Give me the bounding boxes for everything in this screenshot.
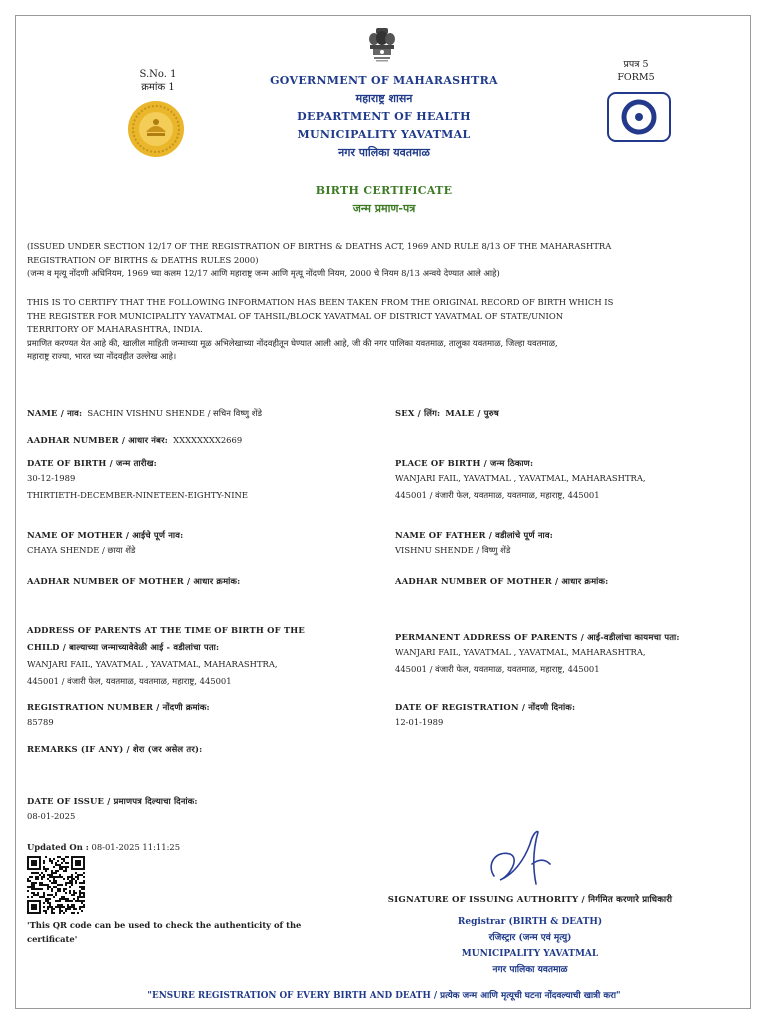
issued-under-text [27,240,742,281]
department-title: DEPARTMENT OF HEALTH [297,110,471,123]
form-number [604,58,668,84]
municipality-title-mr: नगर पालिका यवतमाळ [338,146,430,159]
issue-date-field [27,794,377,825]
aadhar-value: XXXXXXXX2669 [173,435,243,445]
mother-label: NAME OF MOTHER / आईचे पूर्ण नाव: [27,530,184,540]
father-label: NAME OF FATHER / वडीलांचे पूर्ण नाव: [395,530,554,540]
maharashtra-seal-icon [127,100,185,158]
signature-label: SIGNATURE OF ISSUING AUTHORITY / निर्गमित करणारे प्राधिकारी [387,895,673,905]
issued-line-2: REGISTRATION OF BIRTHS & DEATHS RULES 2000) [27,254,259,265]
authority-block [400,914,660,978]
pob-field [395,456,735,504]
mother-value: CHAYA SHENDE / छाया शेंडे [27,545,136,555]
national-emblem-icon [364,26,400,66]
footer-slogan: "ENSURE REGISTRATION OF EVERY BIRTH AND DEATH / प्रत्येक जन्म आणि मृत्यूची घटना नोंदवल्याची खात्री करा" [147,991,621,1001]
aadhar-field [27,428,377,447]
mother-aadhar-label-2: AADHAR NUMBER OF MOTHER / आधार क्रमांक: [395,576,609,586]
name-value: SACHIN VISHNU SHENDE / सचिन विष्णु शेंडे [87,408,262,418]
serial-mr: क्रमांक 1 [141,82,175,93]
certify-line-1: THIS IS TO CERTIFY THAT THE FOLLOWING INFORMATION HAS BEEN TAKEN FROM THE ORIGINAL RECORD OF BIRTH WHICH IS [27,297,614,307]
authority-municipality-mr: नगर पालिका यवतमाळ [492,965,568,975]
remarks-label: REMARKS (IF ANY) / शेरा (जर असेल तर): [27,744,203,754]
title-mr: जन्म प्रमाण-पत्र [352,202,416,215]
serial-en: S.No. 1 [139,69,177,80]
municipality-title-en: MUNICIPALITY YAVATMAL [297,128,471,141]
birth-address-label-1: ADDRESS OF PARENTS AT THE TIME OF BIRTH OF THE [27,625,305,635]
birth-address-field [27,622,377,690]
sex-label: SEX / लिंग: [395,408,441,418]
remarks-field [27,744,377,755]
name-label: NAME / नाव: [27,408,83,418]
registration-number-label: REGISTRATION NUMBER / नोंदणी क्रमांक: [27,702,210,712]
birth-address-line-1: WANJARI FAIL, YAVATMAL , YAVATMAL, MAHARASHTRA, [27,659,278,669]
aadhar-label: AADHAR NUMBER / आधार नंबर: [27,435,169,445]
issue-date-value: 08-01-2025 [27,811,76,821]
pob-line-2: 445001 / वंजारी फेल, यवतमाळ, यवतमाळ, महाराष्ट्र, 445001 [395,490,600,500]
issued-line-3: (जन्म व मृत्यू नोंदणी अधिनियम, 1969 च्या कलम 12/17 आणि महाराष्ट्र जन्म आणि मृत्यू नोंदणी नियम, 2000 चे नियम 8/13 अन्वये देण्यात आले आहे) [27,268,500,278]
issue-date-label: DATE OF ISSUE / प्रमाणपत्र दिल्याचा दिनांक: [27,796,198,806]
dob-words: THIRTIETH-DECEMBER-NINETEEN-EIGHTY-NINE [27,490,248,500]
mother-aadhar-label: AADHAR NUMBER OF MOTHER / आधार क्रमांक: [27,576,241,586]
certify-line-2: THE REGISTER FOR MUNICIPALITY YAVATMAL OF TAHSIL/BLOCK YAVATMAL OF DISTRICT YAVATMAL OF STATE/UNION [27,310,564,321]
registration-date-label: DATE OF REGISTRATION / नोंदणी दिनांक: [395,702,576,712]
permanent-address-field [395,630,740,678]
mother-field [27,528,377,559]
registrar-mr: रजिस्ट्रार (जन्म एवं मृत्यु) [488,933,572,943]
pob-line-1: WANJARI FAIL, YAVATMAL , YAVATMAL, MAHARASHTRA, [395,473,646,483]
mother-aadhar-field [27,576,377,587]
sex-field [395,401,735,420]
father-value: VISHNU SHENDE / विष्णु शेंडे [395,545,511,555]
certify-line-3: TERRITORY OF MAHARASHTRA, INDIA. [27,324,203,334]
birth-address-label-2: CHILD / बाल्याच्या जन्माच्यावेवेळी आई - वडीलांचा पता: [27,642,220,652]
permanent-address-line-1: WANJARI FAIL, YAVATMAL , YAVATMAL, MAHARASHTRA, [395,647,646,657]
permanent-address-line-2: 445001 / वंजारी फेल, यवतमाळ, यवतमाळ, महाराष्ट्र, 445001 [395,664,600,674]
qr-code [27,856,85,914]
gov-title-mr: महाराष्ट्र शासन [355,92,413,105]
updated-on [27,842,287,852]
updated-value: 08-01-2025 11:11:25 [91,842,181,852]
certify-line-5: महाराष्ट्र राज्या, भारत च्या नोंदवहीत उल्लेख आहे। [27,351,177,361]
sex-value: MALE / पुरुष [445,408,499,418]
registrar-en: Registrar (BIRTH & DEATH) [457,917,603,927]
title-en: BIRTH CERTIFICATE [315,184,453,197]
mother-aadhar-field-2 [395,576,735,587]
dob-label: DATE OF BIRTH / जन्म तारीख: [27,458,157,468]
form-en: FORM5 [617,72,655,83]
crs-logo-icon [607,92,671,142]
name-field [27,401,377,420]
qr-note-line-2: certificate' [27,934,78,944]
certificate-border [15,15,751,1009]
permanent-address-label: PERMANENT ADDRESS OF PARENTS / आई-वडीलांचा कायमचा पता: [395,632,680,642]
registration-number-field [27,700,377,731]
signature [480,824,560,894]
authority-municipality-en: MUNICIPALITY YAVATMAL [461,949,599,959]
registration-date-value: 12-01-1989 [395,717,444,727]
serial-number [118,68,198,94]
father-field [395,528,735,559]
qr-note [27,918,337,946]
certify-text [27,296,742,364]
header [204,72,564,162]
certificate-title [234,182,534,218]
certify-line-4: प्रमाणित करण्यत येत आहे की, खालील माहिती जन्माच्या मूळ अभिलेखाच्या नोंदवहीतून घेण्यात आली आहे, जी की नगर पालिका यवतमाळ, तालुका यवतमाळ, जिल्हा यवतमाळ, [27,337,558,348]
issued-line-1: (ISSUED UNDER SECTION 12/17 OF THE REGISTRATION OF BIRTHS & DEATHS ACT, 1969 AND RULE 8/13 OF THE MAHARASHTRA [27,241,612,251]
qr-note-line-1: 'This QR code can be used to check the authenticity of the [27,920,302,930]
registration-number-value: 85789 [27,717,54,727]
dob-field [27,456,377,504]
pob-label: PLACE OF BIRTH / जन्म ठिकाण: [395,458,534,468]
registration-date-field [395,700,735,731]
updated-label: Updated On : [27,842,89,852]
dob-value: 30-12-1989 [27,473,76,483]
gov-title-en: GOVERNMENT OF MAHARASHTRA [270,74,498,87]
form-mr: प्रपत्र 5 [623,59,649,70]
birth-address-line-2: 445001 / वंजारी फेल, यवतमाळ, यवतमाळ, महाराष्ट्र, 445001 [27,676,232,686]
